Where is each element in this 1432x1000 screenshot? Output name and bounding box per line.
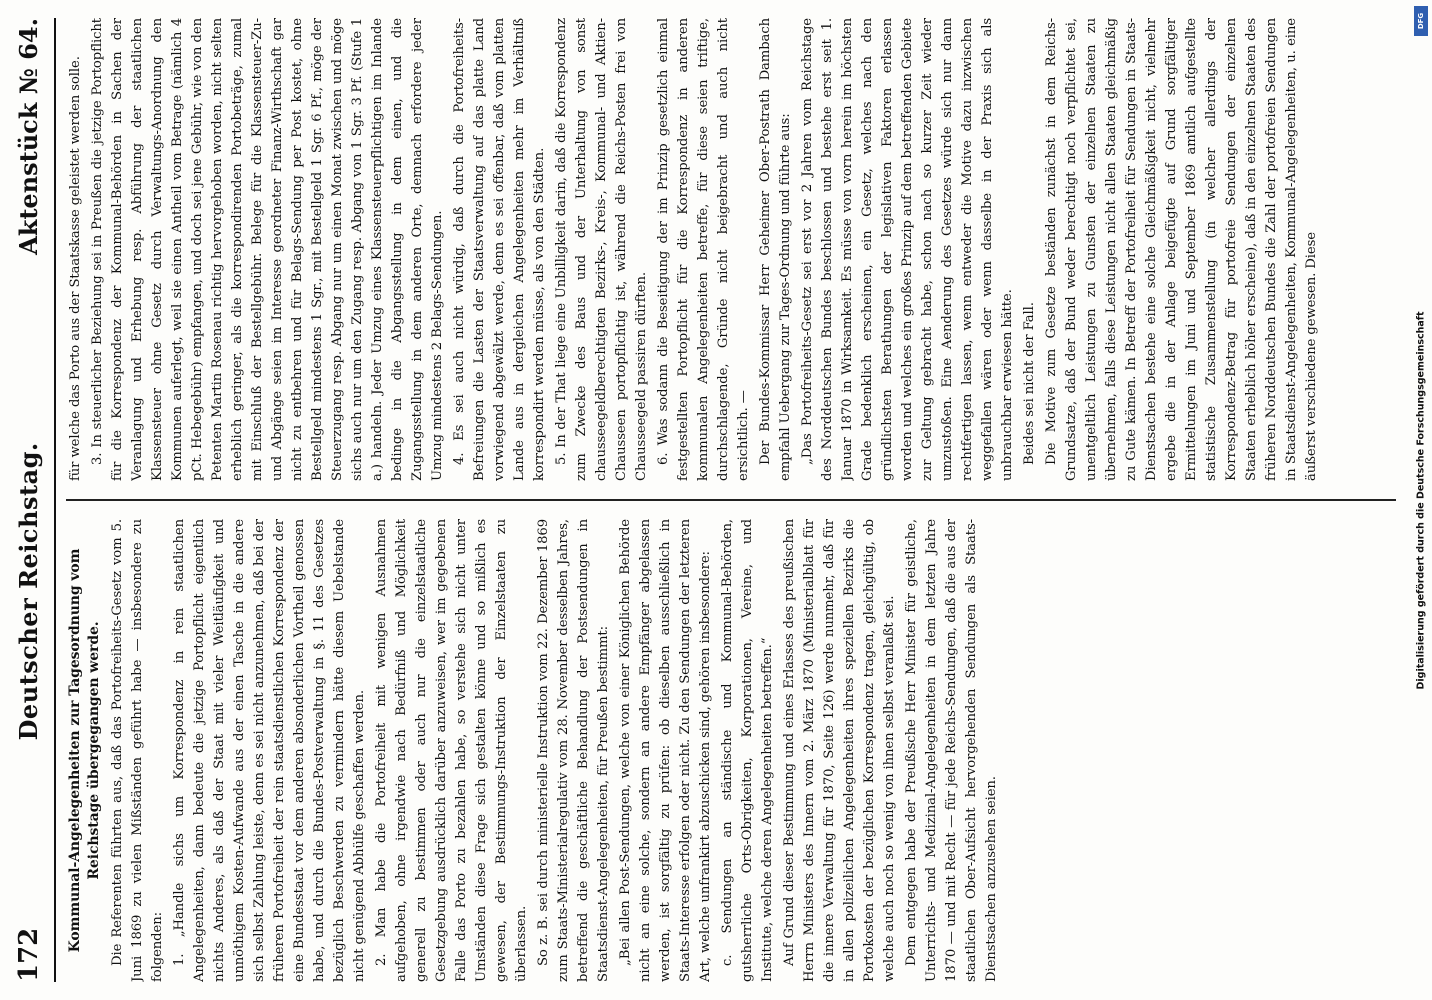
- two-column-body: [66, 18, 1396, 982]
- paragraph: 3. In steuerlicher Beziehung sei in Preußen die jetzige Portopflicht für die Korrespondenz der Kommunal-Behörden in Sachen der Veranlagung und Erhebung resp. Abführung der staatlichen Klassensteuer ohne Gesetz durch Verwaltungs-Anordnung den Kommunen auferlegt, weil sie einen Antheil vom Betrage (nämlich 4 pCt. Hebegebühr) empfangen, und doch sei jene Gebühr, wie von den Petenten Martin Rosenau richtig hervorgehoben worden, nicht selten erheblich geringer, als die korrespondirenden Portobeträge, zumal mit Einschluß der Bestellgebühr. Belege für die Klassensteuer-Zu- und Abgänge seien im Interesse geordneter Finanz-Wirthschaft gar nicht zu entbehren und für Belags-Sendung per Post kostet, ohne Bestellgeld mindestens 1 Sgr., mit Bestellgeld 1 Sgr. 6 Pf., möge der Steuerzugang resp. Abgang nur um einen Monat zwischen und möge sichs auch nur um den Zugang resp. Abgang von 1 Sgr. 3 Pf. (Stufe 1 a.) handeln. Jeder Umzug eines Klassensteuerpflichtigen im Inlande bedinge in die Abgangsstellung in dem einen, und die Zugangsstellung in dem anderen Orte, demnach erfordere jeder Umzug mindestens 2 Belags-Sendungen.: [90, 18, 445, 481]
- paragraph: 2. Man habe die Portofreiheit mit wenigen Ausnahmen aufgehoben, ohne irgendwie nach Bedürfniß und Möglichkeit generell zu bestimmen oder auch nur die einzelstaatliche Gesetzgebung ausdrücklich darüber anzuweisen, wer im gegebenen Falle das Porto zu bezahlen habe, so verstehe sich nicht unter Umständen diese Frage sich gestalten könne und so mißlich es gewesen, der Bestimmungs-Instruktion der Einzelstaaten zu überlassen.: [374, 519, 529, 982]
- paragraph: So z. B. sei durch ministerielle Instruktion vom 22. Dezember 1869 zum Staats-Ministerialregulativ vom 28. November desselben Jahres, betreffend die geschäftliche Behandlung der Postsendungen in Staatsdienst-Angelegenheiten, für Preußen bestimmt:: [536, 519, 611, 982]
- paragraph: Auf Grund dieser Bestimmung und eines Erlasses des preußischen Herrn Ministers des Innern vom 2. März 1870 (Ministerialblatt für die innere Verwaltung für 1870, Seite 126) werde nunmehr, daß für in allen polizeilichen Angelegenheiten ihres speziellen Bezirks die Portokosten der bezüglichen Korrespondenz tragen, gleichgültig, ob welche auch noch so wenig von ihnen selbst veranlaßt sei.: [782, 519, 897, 982]
- paragraph: 1. „Handle sichs um Korrespondenz in rein staatlichen Angelegenheiten, dann bedeute die jetzige Portopflicht eigentlich nichts Anderes, als daß der Staat mit vieler Weitläufigkeit und unnöthigem Kosten-Aufwande aus der einen Tasche in die andere sich selbst Zahlung leiste, denn es sei nicht anzunehmen, daß bei der früheren Portofreiheit der rein staatsdienstlichen Korrespondenz der eine Bundesstaat vor dem anderen absonderlichen Vortheil genossen habe, und durch die Bundes-Postverwaltung in §. 11 des Gesetzes bezüglich Beschwerden zu vermindern hätte diesem Uebelstande nicht genügend Abhülfe geschaffen werden.: [172, 519, 367, 982]
- right-column: [66, 18, 1396, 481]
- digitization-credit: [1412, 8, 1430, 992]
- dfg-logo: [1414, 6, 1428, 36]
- running-title: Deutscher Reichstag.: [14, 442, 43, 741]
- dfg-logo-text: DFG: [1417, 12, 1425, 30]
- quotation-item: c. Sendungen an ständische und Kommunal-Behörden, gutsherrliche Orts-Obrigkeiten, Korporationen, Vereine, und Institute, welche deren Angelegenheiten betreffen.“: [720, 519, 775, 982]
- paragraph: Der Bundes-Kommissar Herr Geheimer Ober-Postrath Dambach empfahl Uebergang zur Tages-Ordnung und führte aus:: [758, 18, 793, 481]
- page-header: [14, 18, 56, 982]
- paragraph: für welche das Porto aus der Staatskasse geleistet werden solle.: [68, 56, 83, 481]
- document-label: Aktenstück № 64.: [14, 18, 43, 255]
- paragraph: 4. Es sei auch nicht würdig, daß durch die Portofreiheits-Befreiungen die Lasten der Staatsverwaltung auf das platte Land vorwiegend abgewälzt werde, denn es sei offenbar, daß vom platten Lande aus in dergleichen Angelegenheiten mehr im Verhältniß korrespondirt werden müsse, als von den Städten.: [452, 18, 547, 481]
- paragraph: 5. In der That liege eine Unbilligkeit darin, daß die Korrespondenz zum Zwecke des Baus und der Unterhaltung von sonst chausseegeldberechtigten Bezirks-, Kreis-, Kommunal- und Aktien-Chausseen portopflichtig ist, während die Reichs-Posten frei von Chausseegeld passiren dürften.: [554, 18, 649, 481]
- page-number: 172: [14, 927, 44, 982]
- left-column: [66, 519, 1396, 982]
- paragraph: Dem entgegen habe der Preußische Herr Minister für geistliche, Unterrichts- und Medizinal-Angelegenheiten in dem letzten Jahre 1870 — und mit Recht — für jede Reichs-Sendungen, daß die aus der staatlichen Ober-Aufsicht hervorgehenden Sendungen als Staats-Dienstsachen anzusehen seien.: [904, 519, 999, 982]
- column-divider: [66, 499, 1396, 501]
- paragraph: Die Referenten führten aus, daß das Portofreiheits-Gesetz vom 5. Juni 1869 zu vielen Mißständen geführt habe — insbesondere zu folgenden:: [110, 519, 165, 982]
- paragraph: Die Motive zum Gesetze beständen zunächst in dem Reichs-Grundsatze, daß der Bund weder berechtigt noch verpflichtet sei, unentgeltlich Leistungen zu Gunsten der einzelnen Staaten zu übernehmen, falls diese Leistungen nicht allen Staaten gleichmäßig zu Gute kämen. In Betreff der Portofreiheit für Sendungen in Staats-Dienstsachen bestehe eine solche Gleichmäßigkeit nicht, vielmehr ergebe die in der Anlage beigefügte auf Grund sorgfältiger Ermittelungen im Juni und September 1869 amtlich aufgestellte statistische Zusammenstellung (in welcher allerdings der Korrespondenz-Betrag für portofreie Sendungen der einzelnen Staaten erheblich höher erscheine), daß in den einzelnen Staaten des früheren Norddeutschen Bundes die Zahl der portofreien Sendungen in Staatsdienst-Angelegenheiten, Kommunal-Angelegenheiten, u. eine äußerst verschiedene gewesen. Diese: [1044, 18, 1319, 481]
- section-heading: Kommunal-Angelegenheiten zur Tagesordnung vom Reichstage übergegangen werde.: [67, 548, 102, 953]
- quotation: „Das Portofreiheits-Gesetz sei erst vor 2 Jahren vom Reichstage des Norddeutschen Bundes beschlossen und bestehe erst seit 1. Januar 1870 in Wirksamkeit. Es müsse von vorn herein im höchsten Grade bedenklich erscheinen, ein Gesetz, welches nach den gründlichsten Berathungen der legislativen Faktoren erlassen worden und welches ein großes Prinzip auf dem betreffenden Gebiete zur Geltung gebracht habe, schon nach so kurzer Zeit wieder umzustoßen. Eine Aenderung des Gesetzes würde sich nur dann rechtfertigen lassen, wenn entweder die Motive dazu inzwischen weggefallen wären oder wenn dasselbe in der Praxis sich als unbrauchbar erwiesen hätte.: [800, 18, 1015, 481]
- credit-text: Digitalisierung gefördert durch die Deutsche Forschungsgemeinschaft: [1415, 311, 1427, 689]
- quotation: „Bei allen Post-Sendungen, welche von einer Königlichen Behörde nicht an eine solche, sondern an andere Empfänger abgelassen werden, ist sorgfältig zu prüfen: ob dieselben ausschließlich in Staats-Interesse erfolgen oder nicht. Zu den Sendungen der letzteren Art, welche unfrankirt abzuschicken sind, gehören insbesondere:: [618, 519, 713, 982]
- paragraph: Beides sei nicht der Fall.: [1022, 302, 1037, 465]
- paragraph: 6. Was sodann die Beseitigung der im Prinzip gesetzlich einmal festgestellten Portopflicht für die Korrespondenz in anderen kommunalen Angelegenheiten betreffe, für diese seien triftige, durchschlagende, Gründe nicht beigebracht und auch nicht ersichtlich. —: [656, 18, 751, 481]
